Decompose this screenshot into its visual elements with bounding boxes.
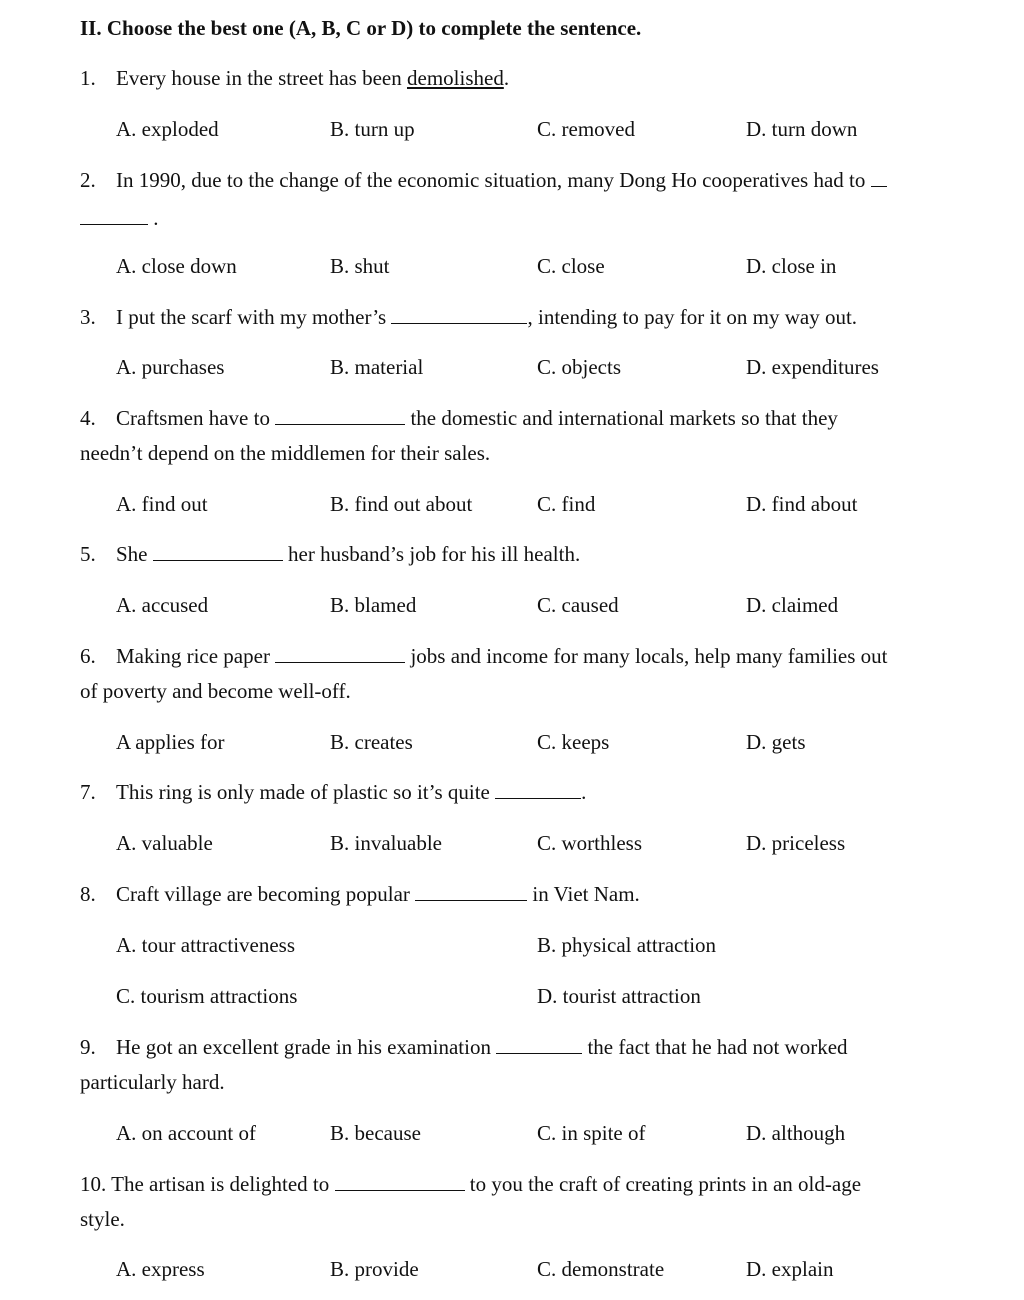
question-number: 8. — [80, 882, 96, 906]
answer-blank[interactable] — [80, 206, 148, 225]
question-8 — [80, 882, 994, 906]
question-number: 1. — [80, 66, 96, 90]
question-text-end: to you the craft of creating prints in an old-age — [469, 1172, 862, 1196]
question-1 — [80, 66, 994, 90]
option-b[interactable]: B. physical attraction — [537, 933, 717, 957]
option-a[interactable]: A applies for — [116, 730, 225, 754]
question-text: Every house in the street has been — [116, 66, 407, 90]
question-text-end: , intending to pay for it on my way out. — [527, 305, 858, 329]
answer-blank[interactable] — [275, 406, 405, 425]
option-a[interactable]: A. express — [116, 1257, 205, 1281]
underlined-word: demolished — [407, 66, 504, 90]
question-number: 5. — [80, 542, 96, 566]
question-9 — [80, 1035, 994, 1059]
question-number: 7. — [80, 780, 96, 804]
option-d[interactable]: D. priceless — [746, 831, 846, 855]
question-text: Making rice paper — [116, 644, 270, 668]
option-a[interactable]: A. purchases — [116, 355, 225, 379]
question-number: 4. — [80, 406, 96, 430]
option-a[interactable]: A. tour attractiveness — [116, 933, 296, 957]
option-a[interactable]: A. close down — [116, 254, 237, 278]
option-c[interactable]: C. in spite of — [537, 1121, 646, 1145]
answer-blank[interactable] — [496, 1035, 582, 1054]
question-text-end: . — [153, 206, 159, 230]
question-text-end: in Viet Nam. — [532, 882, 640, 906]
option-d[interactable]: D. explain — [746, 1257, 834, 1281]
option-d[interactable]: D. although — [746, 1121, 846, 1145]
question-text: The artisan is delighted to — [111, 1172, 330, 1196]
question-text-end: the fact that he had not worked — [587, 1035, 848, 1059]
answer-blank[interactable] — [391, 305, 527, 324]
question-text-end: her husband’s job for his ill health. — [288, 542, 581, 566]
option-c[interactable]: C. find — [537, 492, 596, 516]
question-text: In 1990, due to the change of the economic situation, many Dong Ho cooperatives had to — [116, 168, 866, 192]
option-c[interactable]: C. close — [537, 254, 605, 278]
option-c[interactable]: C. tourism attractions — [116, 984, 298, 1008]
option-b[interactable]: B. turn up — [330, 117, 415, 141]
option-d[interactable]: D. turn down — [746, 117, 858, 141]
question-2-continuation — [80, 206, 994, 230]
option-b[interactable]: B. material — [330, 355, 424, 379]
question-6 — [80, 644, 994, 668]
question-7 — [80, 780, 994, 804]
question-text-end: . — [503, 66, 510, 90]
option-d[interactable]: D. gets — [746, 730, 806, 754]
question-text-end: jobs and income for many locals, help many families out — [410, 644, 888, 668]
question-number: 9. — [80, 1035, 96, 1059]
question-5 — [80, 542, 994, 566]
question-4-continuation: needn’t depend on the middlemen for their sales. — [80, 441, 491, 465]
answer-blank[interactable] — [415, 882, 527, 901]
question-text: She — [116, 542, 148, 566]
question-text: He got an excellent grade in his examination — [116, 1035, 491, 1059]
question-number: 10. — [80, 1172, 107, 1196]
question-number: 2. — [80, 168, 96, 192]
option-c[interactable]: C. caused — [537, 593, 619, 617]
answer-blank[interactable] — [495, 780, 581, 799]
option-a[interactable]: A. accused — [116, 593, 209, 617]
option-b[interactable]: B. blamed — [330, 593, 417, 617]
question-10 — [80, 1172, 994, 1196]
question-2 — [80, 168, 994, 192]
question-text-end: . — [581, 780, 587, 804]
option-a[interactable]: A. find out — [116, 492, 208, 516]
question-text: This ring is only made of plastic so it’s quite — [116, 780, 490, 804]
question-number: 6. — [80, 644, 96, 668]
option-c[interactable]: C. objects — [537, 355, 621, 379]
option-d[interactable]: D. close in — [746, 254, 837, 278]
option-b[interactable]: B. invaluable — [330, 831, 442, 855]
answer-blank[interactable] — [871, 168, 887, 187]
question-text: I put the scarf with my mother’s — [116, 305, 387, 329]
question-6-continuation: of poverty and become well-off. — [80, 679, 351, 703]
option-c[interactable]: C. removed — [537, 117, 635, 141]
option-d[interactable]: D. find about — [746, 492, 858, 516]
option-a[interactable]: A. valuable — [116, 831, 213, 855]
question-3 — [80, 305, 994, 329]
question-number: 3. — [80, 305, 96, 329]
option-c[interactable]: C. worthless — [537, 831, 642, 855]
option-c[interactable]: C. demonstrate — [537, 1257, 665, 1281]
option-b[interactable]: B. creates — [330, 730, 413, 754]
question-text: Craft village are becoming popular — [116, 882, 410, 906]
question-text: Craftsmen have to — [116, 406, 270, 430]
option-a[interactable]: A. exploded — [116, 117, 219, 141]
option-b[interactable]: B. provide — [330, 1257, 419, 1281]
option-a[interactable]: A. on account of — [116, 1121, 256, 1145]
question-9-continuation: particularly hard. — [80, 1070, 225, 1094]
section-heading: II. Choose the best one (A, B, C or D) to complete the sentence. — [80, 16, 642, 40]
option-d[interactable]: D. tourist attraction — [537, 984, 701, 1008]
option-b[interactable]: B. because — [330, 1121, 421, 1145]
option-d[interactable]: D. expenditures — [746, 355, 879, 379]
option-d[interactable]: D. claimed — [746, 593, 839, 617]
option-c[interactable]: C. keeps — [537, 730, 610, 754]
answer-blank[interactable] — [275, 644, 405, 663]
option-b[interactable]: B. find out about — [330, 492, 473, 516]
answer-blank[interactable] — [153, 542, 283, 561]
question-4 — [80, 406, 994, 430]
answer-blank[interactable] — [335, 1172, 465, 1191]
option-b[interactable]: B. shut — [330, 254, 390, 278]
question-text-end: the domestic and international markets so that they — [410, 406, 838, 430]
question-10-continuation: style. — [80, 1207, 125, 1231]
